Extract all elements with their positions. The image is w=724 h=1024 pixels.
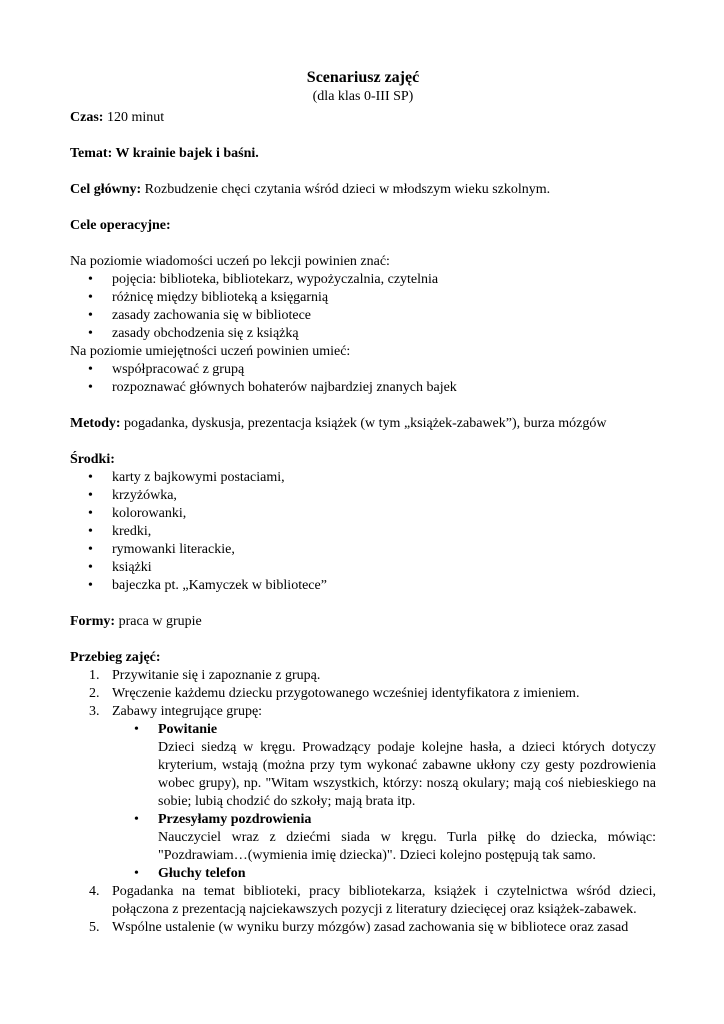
game-title: • Powitanie (158, 722, 218, 737)
formy-value: praca w grupie (115, 614, 202, 629)
list-item: • pojęcia: biblioteka, bibliotekarz, wypożyczalnia, czytelnia (70, 271, 656, 289)
cel-value: Rozbudzenie chęci czytania wśród dzieci w młodszym wieku szkolnym. (141, 182, 551, 197)
list-item: • różnicę między biblioteką a księgarnią (70, 289, 656, 307)
step-number: 2. (89, 686, 100, 701)
step-item (70, 919, 656, 937)
umiejetnosci-list (70, 361, 656, 397)
document-subtitle: (dla klas 0-III SP) (312, 89, 414, 104)
metody-line (70, 415, 656, 433)
list-item: • bajeczka pt. „Kamyczek w bibliotece” (70, 577, 656, 595)
czas-line (70, 109, 656, 127)
czas-label: Czas: (70, 110, 104, 125)
step-number: 5. (89, 920, 100, 935)
step-number: 3. (89, 704, 100, 719)
metody-label: Metody: (70, 416, 121, 431)
list-item: • zasady obchodzenia się z książką (70, 325, 656, 343)
step-item (70, 883, 656, 919)
srodki-heading: Środki: (70, 452, 115, 467)
formy-label: Formy: (70, 614, 116, 629)
game-item (112, 721, 656, 811)
czas-value: 120 minut (103, 110, 165, 125)
list-item: • współpracować z grupą (70, 361, 656, 379)
cele-operacyjne-heading: Cele operacyjne: (70, 218, 171, 233)
metody-value: pogadanka, dyskusja, prezentacja książek (w tym „książek-zabawek”), burza mózgów (120, 416, 607, 431)
game-text: Nauczyciel wraz z dziećmi siada w kręgu. Turla piłkę do dziecka, mówiąc: "Pozdrawiam…(wymienia imię dziecka)". Dzieci kolejno postępują tak samo. (158, 830, 656, 863)
step-text: Przywitanie się i zapoznanie z grupą. (112, 668, 321, 683)
step-text: Wspólne ustalenie (w wyniku burzy mózgów) zasad zachowania się w bibliotece oraz zasad (112, 920, 629, 935)
wiedza-list (70, 271, 656, 343)
game-item (112, 811, 656, 865)
temat-line (70, 145, 656, 163)
step-item (70, 667, 656, 685)
przebieg-heading: Przebieg zajęć: (70, 650, 161, 665)
document-page (70, 68, 656, 937)
game-item (112, 865, 656, 883)
game-text: Dzieci siedzą w kręgu. Prowadzący podaje kolejne hasła, a dzieci których dotyczy kryterium, wstają (można przy tym wykonać zabawne ukłony czy gesty pozdrowienia wobec grupy), np. "Witam wszystkich, którzy: noszą okulary; mają coś niebieskiego na sobie; lubią chodzić do szkoły; mają brata itp. (158, 740, 656, 809)
step-number: 1. (89, 668, 100, 683)
step-item (70, 703, 656, 883)
przebieg-list (70, 667, 656, 937)
list-item: • rymowanki literackie, (70, 541, 656, 559)
cel-line (70, 181, 656, 199)
step-text: Pogadanka na temat biblioteki, pracy bibliotekarza, książek i czytelnictwa wśród dzieci, połączona z prezentacją najciekawszych pozycji z literatury dziecięcej oraz książek-zabawek. (112, 884, 656, 917)
step-item (70, 685, 656, 703)
game-title: • Głuchy telefon (158, 866, 246, 881)
temat-text: Temat: W krainie bajek i baśni. (70, 146, 259, 161)
srodki-list (70, 469, 656, 595)
list-item: • karty z bajkowymi postaciami, (70, 469, 656, 487)
list-item: • kolorowanki, (70, 505, 656, 523)
list-item: • zasady zachowania się w bibliotece (70, 307, 656, 325)
step-number: 4. (89, 884, 100, 899)
list-item: • krzyżówka, (70, 487, 656, 505)
formy-line (70, 613, 656, 631)
cel-label: Cel główny: (70, 182, 142, 197)
list-item: • kredki, (70, 523, 656, 541)
step-text: Zabawy integrujące grupę: (112, 704, 263, 719)
games-list (112, 721, 656, 883)
step-text: Wręczenie każdemu dziecku przygotowanego wcześniej identyfikatora z imieniem. (112, 686, 580, 701)
list-item: • rozpoznawać głównych bohaterów najbardziej znanych bajek (70, 379, 656, 397)
document-title: Scenariusz zajęć (306, 69, 420, 86)
umiejetnosci-intro: Na poziomie umiejętności uczeń powinien umieć: (70, 344, 351, 359)
game-title: • Przesyłamy pozdrowienia (158, 812, 312, 827)
wiedza-intro: Na poziomie wiadomości uczeń po lekcji powinien znać: (70, 254, 390, 269)
list-item: • książki (70, 559, 656, 577)
